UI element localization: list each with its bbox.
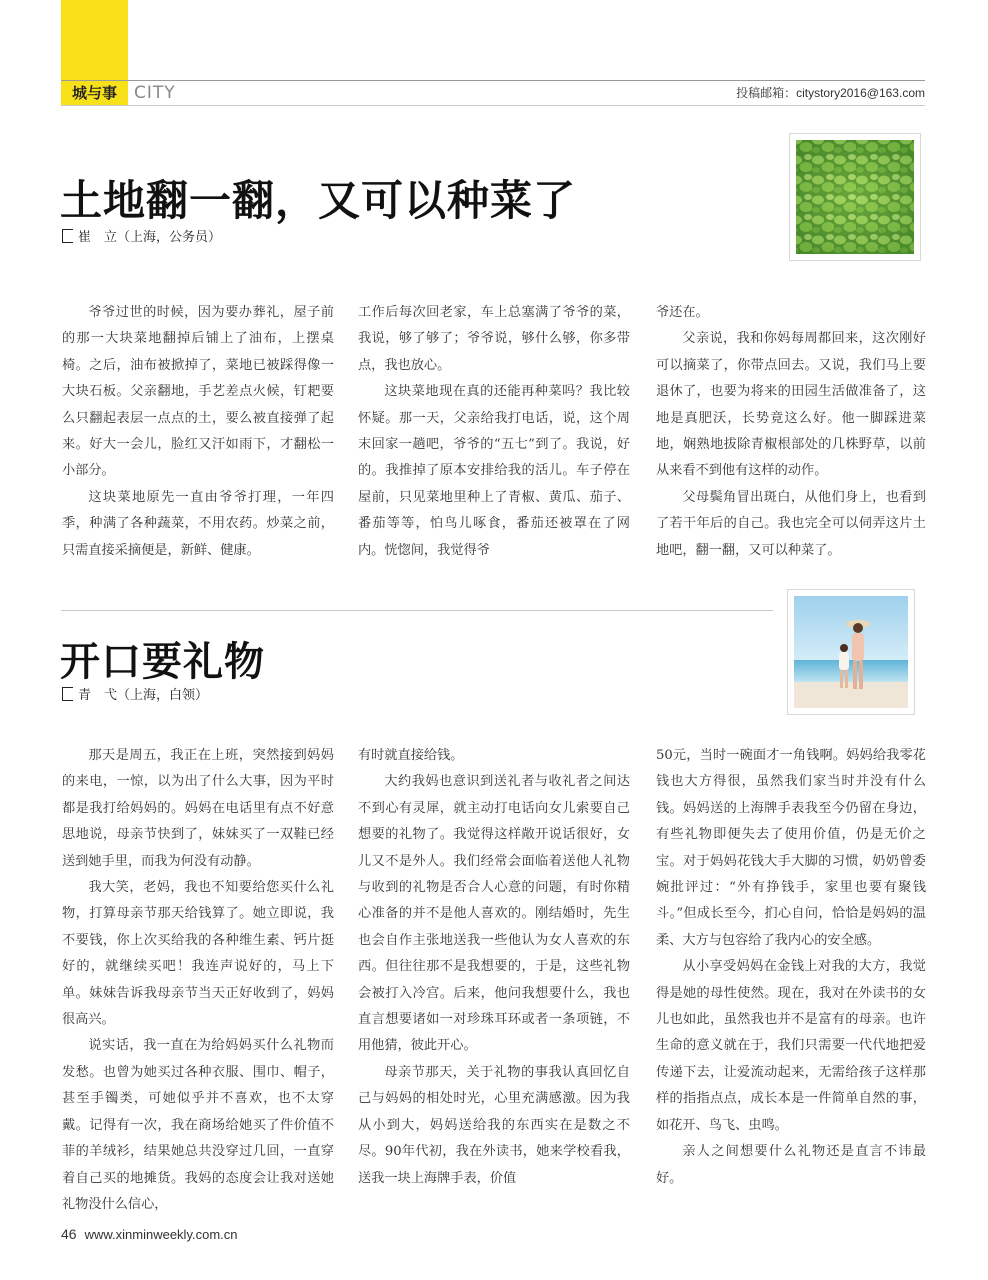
header-rule [61, 80, 925, 81]
paragraph: 这块菜地原先一直由爷爷打理，一年四季，种满了各种蔬菜，不用农药。炒菜之前，只需直接采摘便是，新鲜、健康。 [62, 489, 334, 558]
article-byline [62, 684, 208, 703]
paragraph: 亲人之间想要什么礼物还是直言不讳最好。 [656, 1144, 926, 1186]
article2-column-3 [656, 743, 926, 1192]
paragraph: 我大笑，老妈，我也不知要给您买什么礼物，打算母亲节那天给钱算了。她立即说，我不要钱，你上次买给我的各种维生素、钙片挺好的，就继续买吧！我连声说好的，马上下单。妹妹告诉我母亲节当天正好收到了，妈妈很高兴。 [62, 880, 334, 1028]
byline-text: 崔 立（上海，公务员） [78, 230, 222, 245]
header-rule-bottom [61, 105, 925, 106]
section-color-tab [61, 0, 128, 80]
paragraph: 爷爷过世的时候，因为要办葬礼，屋子前的那一大块菜地翻掉后铺上了油布，上摆桌椅。之后，油布被掀掉了，菜地已被踩得像一大块石板。父亲翻地，手艺差点火候，钉耙要么只翻起表层一点点的土，要么被直接弹了起来。好大一会儿，脸红又汗如雨下，才翻松一小部分。 [62, 305, 334, 479]
website-url: www.xinminweekly.com.cn [84, 1227, 238, 1242]
paragraph: 说实话，我一直在为给妈妈买什么礼物而发愁。也曾为她买过各种衣服、围巾、帽子，甚至手镯类，可她似乎并不喜欢，也不太穿戴。记得有一次，我在商场给她买了件价值不菲的羊绒衫，结果她总共没穿过几回，一直穿着自己买的地摊货。我妈的态度会让我对送她礼物没什么信心， [62, 1038, 334, 1212]
paragraph: 爷还在。 [656, 305, 709, 320]
article1-column-1 [62, 300, 334, 564]
paragraph: 50元，当时一碗面才一角钱啊。妈妈给我零花钱也大方得很，虽然我们家当时并没有什么钱。妈妈送的上海牌手表我至今仍留在身边，有些礼物即便失去了使用价值，仍是无价之宝。对于妈妈花钱大手大脚的习惯，奶奶曾委婉批评过：“外有挣钱手，家里也要有聚钱斗。”但成长至今，扪心自问，恰恰是妈妈的温柔、大方与包容给了我内心的安全感。 [656, 748, 926, 948]
article-title: 土地翻一翻，又可以种菜了 [60, 176, 577, 225]
paragraph: 父亲说，我和你妈每周都回来，这次刚好可以摘菜了，你带点回去。又说，我们马上要退休了，也要为将来的田园生活做准备了，这地是真肥沃，长势竟这么好。他一脚踩进菜地，娴熟地拔除青椒根部处的几株野草，以前从来看不到他有这样的动作。 [656, 331, 926, 479]
page-footer [61, 1226, 238, 1242]
paragraph: 父母鬓角冒出斑白，从他们身上，也看到了若干年后的自己。我也完全可以伺弄这片土地吧，翻一翻，又可以种菜了。 [656, 489, 926, 558]
article1-column-3 [656, 300, 926, 564]
article-title: 开口要礼物 [60, 639, 265, 685]
paragraph: 这块菜地现在真的还能再种菜吗？我比较怀疑。那一天，父亲给我打电话，说，这个周末回家一趟吧，爷爷的“五七”到了。我说，好的。我推掉了原本安排给我的活儿。车子停在屋前，只见菜地里种上了青椒、黄瓜、茄子、番茄等等，怕鸟儿啄食，番茄还被罩在了网内。恍惚间，我觉得爷 [358, 384, 630, 558]
stamp-photo-vegetables [790, 134, 920, 260]
submission-email: 投稿邮箱：citystory2016@163.com [736, 86, 925, 100]
section-label: 城与事 [61, 81, 128, 105]
page-number: 46 [61, 1226, 77, 1242]
paragraph: 母亲节那天，关于礼物的事我认真回忆自己与妈妈的相处时光，心里充满感激。因为我从小到大，妈妈送给我的东西实在是数之不尽。90年代初，我在外读书，她来学校看我，送我一块上海牌手表，价值 [358, 1064, 630, 1186]
paragraph: 工作后每次回老家，车上总塞满了爷爷的菜，我说，够了够了；爷爷说，够什么够，你多带点，我也放心。 [358, 305, 630, 373]
article1-column-2 [358, 300, 630, 564]
article-byline [62, 226, 221, 245]
article2-column-2 [358, 743, 630, 1192]
byline-text: 青 弋（上海，白领） [78, 688, 209, 703]
paragraph: 从小享受妈妈在金钱上对我的大方，我觉得是她的母性使然。现在，我对在外读书的女儿也如此，虽然我也并不是富有的母亲。也许生命的意义就在于，我们只需要一代代地把爱传递下去，让爱流动起来，无需给孩子这样那样的指指点点，成长本是一件简单自然的事，如花开、鸟飞、虫鸣。 [656, 959, 926, 1133]
article-divider [61, 610, 773, 611]
stamp-photo-beach [788, 590, 914, 714]
paragraph: 大约我妈也意识到送礼者与收礼者之间达不到心有灵犀，就主动打电话向女儿索要自己想要的礼物了。我觉得这样敞开说话很好，女儿又不是外人。我们经常会面临着送他人礼物与收到的礼物是否合人心意的问题，有时你精心准备的并不是他人喜欢的。刚结婚时，先生也会自作主张地送我一些他认为女人喜欢的东西。但往往那不是我想要的，于是，这些礼物会被打入冷宫。后来，他问我想要什么，我也直言想要诸如一对珍珠耳环或者一条项链，不用他猜，彼此开心。 [358, 774, 630, 1054]
paragraph: 那天是周五，我正在上班，突然接到妈妈的来电，一惊，以为出了什么大事，因为平时都是我打给妈妈的。妈妈在电话里有点不好意思地说，母亲节快到了，妹妹买了一双鞋已经送到她手里，而我为何没有动静。 [62, 748, 334, 869]
paragraph: 有时就直接给钱。 [358, 748, 464, 763]
pen-icon [62, 229, 73, 243]
article2-column-1 [62, 743, 334, 1218]
pen-icon [62, 687, 73, 701]
section-label-en: CITY [134, 83, 176, 103]
